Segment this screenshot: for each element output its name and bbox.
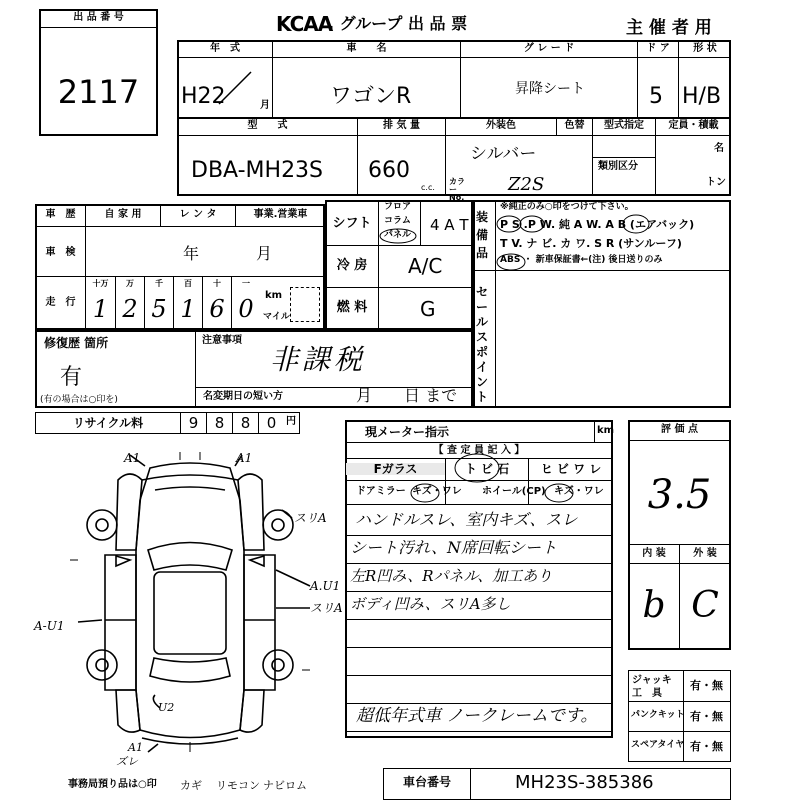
divider xyxy=(325,245,473,246)
equipment-circles xyxy=(496,212,706,272)
lot-number-label: 出 品 番 号 xyxy=(73,12,124,23)
history-rental: レ ン タ xyxy=(179,209,217,220)
category-label: 類別区分 xyxy=(598,161,638,172)
divider xyxy=(177,135,593,136)
puncture-kit-label: パンクキット xyxy=(631,710,685,720)
shift-value: 4 A T xyxy=(430,216,469,234)
recycle-digit-cell xyxy=(258,412,284,434)
grade-label: グ レ ー ド xyxy=(523,43,575,54)
hibi-ware-label: ヒ ビ ワ レ xyxy=(540,462,602,476)
remark-3: 左R凹み、Rパネル、加工あり xyxy=(350,567,553,585)
recycle-digit-cell xyxy=(232,412,258,434)
remark-rule xyxy=(345,619,613,620)
recycle-digit: 8 xyxy=(214,414,225,432)
interior-label: 内 装 xyxy=(642,548,666,559)
shaken-label: 車 検 xyxy=(45,247,76,258)
mileage-digit-cell xyxy=(202,277,231,329)
chassis-label: 車台番号 xyxy=(402,775,451,789)
shift-panel: パネル xyxy=(384,230,412,240)
ac-value: A/C xyxy=(408,254,443,278)
model-code: DBA-MH23S xyxy=(191,158,324,183)
mirror-kizu-ware: キズ・ワレ xyxy=(412,486,462,497)
displacement-label: 排 気 量 xyxy=(383,120,420,131)
interior-grade: b xyxy=(642,585,666,626)
key-label: カギ xyxy=(180,779,202,792)
org-logo: KCAA xyxy=(276,12,333,36)
car-name: ワゴンR xyxy=(330,84,412,109)
body-type: H/B xyxy=(682,84,722,109)
cc-unit: c.c. xyxy=(421,183,435,192)
notes-value: 非課税 xyxy=(270,343,367,376)
remark-rule xyxy=(345,703,613,704)
exterior-label: 外 装 xyxy=(693,548,717,559)
wheel-cp-label: ホイール(CP) xyxy=(482,486,546,497)
history-business: 事業.営業車 xyxy=(253,209,308,220)
mileage-unit-label: 万 xyxy=(126,279,134,288)
color-no: Z2S xyxy=(508,174,545,195)
divider xyxy=(39,27,158,28)
color-no-label: カラー No. xyxy=(449,177,465,202)
score-label: 評 価 点 xyxy=(661,424,698,435)
history-private: 自 家 用 xyxy=(104,209,142,220)
ext-color-label: 外装色 xyxy=(486,120,516,131)
model-label: 型 式 xyxy=(247,120,288,131)
remark-rule xyxy=(345,675,613,676)
fuel-value: G xyxy=(420,297,436,321)
divider xyxy=(628,701,731,702)
remark-rule xyxy=(345,591,613,592)
mile-label: マイル xyxy=(263,312,290,322)
mileage-label: 走 行 xyxy=(45,297,76,308)
remark-rule xyxy=(345,563,613,564)
mileage-unit-label: 百 xyxy=(184,279,192,288)
equipment-note: ※純正のみ○印をつけて下さい。 xyxy=(500,202,634,212)
type-spec-label: 型式指定 xyxy=(604,120,644,131)
meter-label: 現メーター指示 xyxy=(365,425,450,439)
doors-label: ド ア xyxy=(646,43,670,54)
inspector-entry-label: 【 査 定 員 記 入 】 xyxy=(433,445,525,456)
capacity-unit-persons: 名 xyxy=(714,143,724,154)
jack-yes-no[interactable]: 有・無 xyxy=(690,679,723,692)
name-change-label: 名変期日の短い方 xyxy=(203,391,283,402)
recycle-digit-cell xyxy=(180,412,206,434)
month-label: 月 xyxy=(260,100,270,111)
mileage-digit: 1 xyxy=(180,295,196,323)
remote-label: リモコン xyxy=(216,779,260,792)
divider xyxy=(378,200,379,330)
f-glass-label: Fガラス xyxy=(346,463,445,475)
divider xyxy=(628,440,731,441)
year-label: 年 式 xyxy=(210,43,240,54)
repair-note: (有の場合は○印を) xyxy=(40,395,118,405)
navi-rom-label: ナビロム xyxy=(263,779,307,792)
notes-label: 注意事項 xyxy=(202,335,242,346)
mileage-unit-label: 十万 xyxy=(92,279,109,288)
divider xyxy=(420,200,421,245)
chassis-number: MH23S-385386 xyxy=(515,772,654,793)
mileage-unit-checkbox[interactable] xyxy=(290,287,320,322)
fuel-label: 燃 料 xyxy=(336,300,368,315)
score-value: 3.5 xyxy=(647,472,712,518)
mark-u2: U2 xyxy=(158,701,175,714)
mileage-unit-label: 一 xyxy=(242,279,250,288)
mileage-digit: 2 xyxy=(122,295,138,323)
remark-4: ボディ凹み、スリA多し xyxy=(350,595,511,613)
divider xyxy=(592,135,731,136)
equipment-line-2: T V. ナ ビ. カ ワ. S R (サンルーフ) xyxy=(500,237,682,250)
door-mirror-label: ドアミラー xyxy=(356,486,406,497)
car-name-label: 車 名 xyxy=(346,43,387,54)
wheel-kizu-ware: キズ・ワレ xyxy=(554,486,604,497)
ext-color: シルバー xyxy=(470,144,537,164)
equipment-line-3: ABS ・ 新車保証書←(注) 後日送りのみ xyxy=(500,255,663,265)
mileage-digit: 0 xyxy=(238,295,254,323)
divider xyxy=(594,420,595,442)
ac-label: 冷 房 xyxy=(336,258,368,273)
mileage-digit-cell xyxy=(86,277,115,329)
mark-a1-rear: A1 xyxy=(128,741,143,754)
mileage-digit-cell xyxy=(231,277,260,329)
divider xyxy=(628,731,731,732)
divider xyxy=(470,768,471,800)
tobi-ishi-label: ト ビ 石 xyxy=(464,462,510,476)
divider xyxy=(592,157,655,158)
jack-label: ジャッキ 工 具 xyxy=(632,675,672,699)
recycle-digit: 8 xyxy=(240,414,251,432)
org-title: . グループ 出 品 票 xyxy=(328,14,468,33)
mileage-digit: 6 xyxy=(209,295,225,323)
recycle-label: リサイクル料 xyxy=(72,416,144,430)
mileage-digit: 5 xyxy=(151,295,167,323)
displacement: 660 xyxy=(368,158,410,183)
name-change-month: 月 xyxy=(356,386,373,405)
mileage-unit-label: 十 xyxy=(213,279,221,288)
mileage-unit-label: 千 xyxy=(155,279,163,288)
recycle-digit: 0 xyxy=(266,414,277,432)
color-swap-label: 色替 xyxy=(564,120,585,131)
mark-suri-a-top: スリA xyxy=(294,511,327,525)
capacity-unit-tons: トン xyxy=(706,177,726,188)
shaken-month: 月 xyxy=(256,244,273,263)
divider xyxy=(325,287,473,288)
remark-1: ハンドルスレ、室内キズ、スレ xyxy=(355,510,578,529)
body-label: 形 状 xyxy=(693,43,717,54)
shaken-year: 年 xyxy=(183,244,200,263)
exterior-grade: C xyxy=(691,585,719,626)
km-label: km xyxy=(265,290,283,301)
doors: 5 xyxy=(649,84,663,109)
mileage-digit-cell xyxy=(173,277,202,329)
extra-remark: 超低年式車 ノークレームです。 xyxy=(356,706,598,726)
equipment-line-1: P S .P W. 純 A W. A B (エアバック) xyxy=(500,218,695,231)
shift-column: コラム xyxy=(384,216,411,226)
shift-floor: フロア xyxy=(384,202,412,212)
model-year: H22 xyxy=(181,84,226,109)
yen-label: 円 xyxy=(286,416,296,427)
grade: 昇降シート xyxy=(515,81,585,97)
remark-2: シート汚れ、N席回転シート xyxy=(350,538,557,557)
mileage-digit-cell xyxy=(144,277,173,329)
mileage-digit: 1 xyxy=(92,295,109,323)
mark-zure: ズレ xyxy=(116,755,138,768)
capacity-label: 定員・積載 xyxy=(668,120,719,131)
mark-a-u1-right: A.U1 xyxy=(310,579,341,593)
divider xyxy=(177,117,731,119)
lot-number: 2117 xyxy=(57,73,140,111)
divider xyxy=(177,57,731,58)
divider xyxy=(195,330,196,408)
mileage-digit-cell xyxy=(115,277,144,329)
office-note: 事務局預り品は○印 xyxy=(68,779,157,790)
meter-km: km xyxy=(597,425,615,436)
repair-value: 有 xyxy=(60,365,83,390)
repair-label: 修復歴 箇所 xyxy=(44,336,109,350)
remark-rule xyxy=(345,535,613,536)
mark-a1-front-right: A1 xyxy=(236,451,253,465)
puncture-yes-no[interactable]: 有・無 xyxy=(690,710,723,723)
inspection-circles xyxy=(405,440,605,506)
recycle-digit: 9 xyxy=(188,414,199,432)
year-slash xyxy=(215,68,255,108)
organizer-use-label: 主 催 者 用 xyxy=(626,18,712,38)
recycle-digit-cell xyxy=(206,412,232,434)
mark-suri-a-mid: スリA xyxy=(310,601,343,615)
history-label: 車 歴 xyxy=(45,209,76,220)
car-damage-diagram xyxy=(30,440,350,770)
remark-rule xyxy=(345,731,613,732)
divider xyxy=(35,226,325,227)
spare-yes-no[interactable]: 有・無 xyxy=(690,740,723,753)
mark-a1-front-left: A1 xyxy=(124,451,141,465)
shift-panel-circle xyxy=(378,227,420,245)
equipment-label: 装 備 品 xyxy=(476,210,489,260)
name-change-day: 日 まで xyxy=(404,386,458,405)
mark-a-u1-left: A-U1 xyxy=(34,619,65,633)
remark-rule xyxy=(345,647,613,648)
sales-point-label: セールスポイント xyxy=(476,285,489,404)
shift-label: シフト xyxy=(332,216,372,231)
spare-tire-label: スペアタイヤ xyxy=(631,740,685,750)
